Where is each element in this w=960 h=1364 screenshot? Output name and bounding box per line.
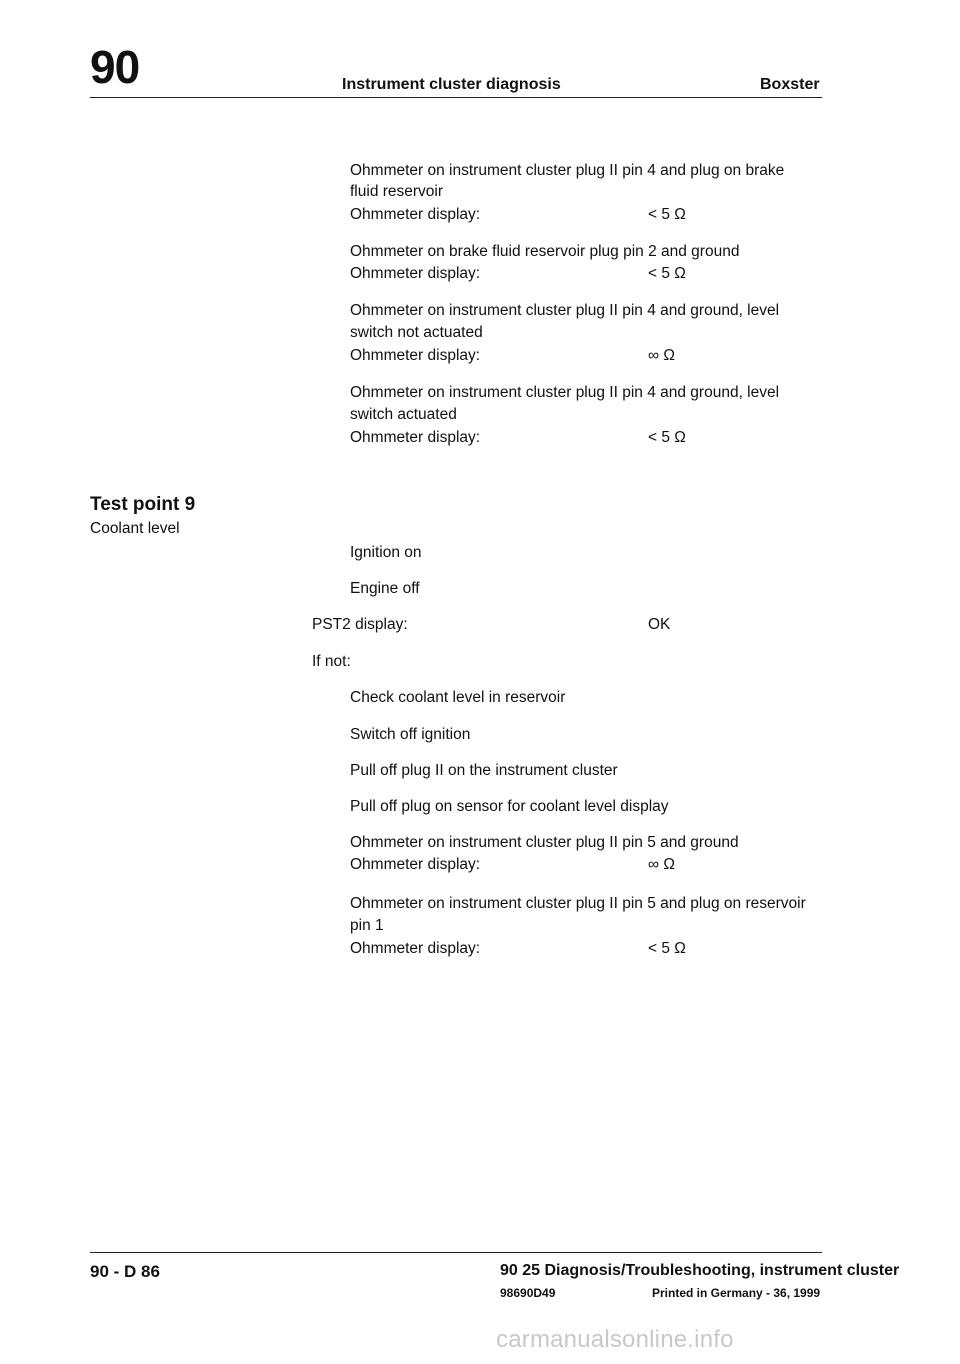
step-6-display-value: < 5 Ω: [648, 940, 686, 957]
step-6-line-1: Ohmmeter on instrument cluster plug II pin 5 and plug on reservoir: [350, 895, 806, 912]
document-code: 98690D49: [500, 1286, 556, 1300]
watermark-text: carmanualsonline.info: [496, 1326, 734, 1353]
step-2-line-1: Ohmmeter on brake fluid reservoir plug pin 2 and ground: [350, 243, 740, 260]
footer-rule: [90, 1252, 822, 1253]
check-coolant-step: Check coolant level in reservoir: [350, 689, 566, 706]
step-5-line-1: Ohmmeter on instrument cluster plug II pin 5 and ground: [350, 834, 739, 851]
model-name: Boxster: [760, 76, 820, 93]
header-rule: [90, 97, 822, 98]
pst2-display-value: OK: [648, 616, 671, 633]
test-point-heading: Test point 9: [90, 494, 196, 515]
step-4-display-value: < 5 Ω: [648, 429, 686, 446]
section-number: 90: [90, 41, 140, 93]
step-1-display-value: < 5 Ω: [648, 206, 686, 223]
pull-plug-cluster-step: Pull off plug II on the instrument cluster: [350, 762, 618, 779]
step-6-line-2: pin 1: [350, 917, 384, 934]
step-5-display-label: Ohmmeter display:: [350, 856, 481, 873]
step-6-display-label: Ohmmeter display:: [350, 940, 481, 957]
pst2-display-label: PST2 display:: [312, 616, 408, 633]
step-4-line-2: switch actuated: [350, 406, 457, 423]
page-number: 90 - D 86: [90, 1262, 160, 1281]
step-1-display-label: Ohmmeter display:: [350, 206, 481, 223]
pull-plug-sensor-step: Pull off plug on sensor for coolant level display: [350, 798, 669, 815]
page-title: Instrument cluster diagnosis: [342, 76, 561, 93]
if-not-label: If not:: [312, 653, 351, 670]
step-3-line-2: switch not actuated: [350, 324, 483, 341]
step-4-line-1: Ohmmeter on instrument cluster plug II pin 4 and ground, level: [350, 384, 780, 401]
step-5-display-value: ∞ Ω: [648, 856, 675, 873]
print-info: Printed in Germany - 36, 1999: [652, 1286, 821, 1300]
step-1-line-1: Ohmmeter on instrument cluster plug II pin 4 and plug on brake: [350, 162, 785, 179]
step-3-line-1: Ohmmeter on instrument cluster plug II pin 4 and ground, level: [350, 302, 780, 319]
ignition-on-step: Ignition on: [350, 544, 422, 561]
step-3-display-label: Ohmmeter display:: [350, 347, 481, 364]
step-2-display-label: Ohmmeter display:: [350, 265, 481, 282]
chapter-title: 90 25 Diagnosis/Troubleshooting, instrument cluster: [500, 1262, 900, 1279]
step-2-display-value: < 5 Ω: [648, 265, 686, 282]
engine-off-step: Engine off: [350, 580, 420, 597]
step-1-line-2: fluid reservoir: [350, 183, 444, 200]
test-point-subject: Coolant level: [90, 520, 180, 537]
step-4-display-label: Ohmmeter display:: [350, 429, 481, 446]
switch-off-ignition-step: Switch off ignition: [350, 726, 471, 743]
step-3-display-value: ∞ Ω: [648, 347, 675, 364]
